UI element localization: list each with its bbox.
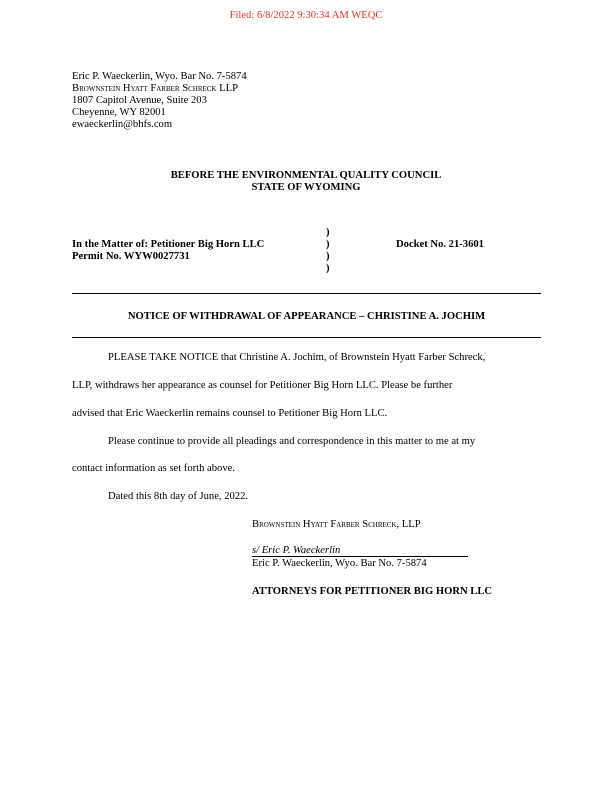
court-heading-line2: STATE OF WYOMING <box>251 182 361 193</box>
body-p2-line1: Please continue to provide all pleadings and correspondence in this matter to me at my <box>108 436 476 447</box>
signature-line: s/ Eric P. Waeckerlin <box>252 545 468 557</box>
attorney-address-line: 1807 Capitol Avenue, Suite 203 <box>72 95 207 106</box>
signature-firm: Brownstein Hyatt Farber Schreck, LLP <box>252 519 421 530</box>
caption-paren: ) <box>326 251 330 262</box>
signature-name: Eric P. Waeckerlin, Wyo. Bar No. 7-5874 <box>252 558 427 569</box>
body-p1-line1: PLEASE TAKE NOTICE that Christine A. Jochim, of Brownstein Hyatt Farber Schreck, <box>108 352 486 363</box>
caption-parens <box>326 227 330 275</box>
attorney-block <box>72 71 247 131</box>
attorney-name-line: Eric P. Waeckerlin, Wyo. Bar No. 7-5874 <box>72 71 247 82</box>
caption-matter <box>72 239 264 263</box>
caption-permit-line: Permit No. WYW0027731 <box>72 251 190 262</box>
docket-number: Docket No. 21-3601 <box>396 239 484 250</box>
caption-paren: ) <box>326 239 330 250</box>
filed-stamp: Filed: 6/8/2022 9:30:34 AM WEQC <box>229 10 383 21</box>
caption-paren: ) <box>326 227 330 238</box>
title-bottom-rule <box>72 337 541 338</box>
court-heading <box>0 170 612 194</box>
attorney-email-line: ewaeckerlin@bhfs.com <box>72 119 173 130</box>
body-date-line: Dated this 8th day of June, 2022. <box>108 491 249 502</box>
notice-title: NOTICE OF WITHDRAWAL OF APPEARANCE – CHRISTINE A. JOCHIM <box>127 311 486 322</box>
court-heading-line1: BEFORE THE ENVIRONMENTAL QUALITY COUNCIL <box>170 170 442 181</box>
body-p2-line2: contact information as set forth above. <box>72 463 235 474</box>
caption-matter-line: In the Matter of: Petitioner Big Horn LLC <box>72 239 265 250</box>
body-p1-line3: advised that Eric Waeckerlin remains counsel to Petitioner Big Horn LLC. <box>72 408 388 419</box>
body-p1-line2: LLP, withdraws her appearance as counsel for Petitioner Big Horn LLC. Please be further <box>72 380 453 391</box>
attorneys-for-line: ATTORNEYS FOR PETITIONER BIG HORN LLC <box>252 586 493 597</box>
caption-paren: ) <box>326 263 330 274</box>
attorney-city-line: Cheyenne, WY 82001 <box>72 107 166 118</box>
title-top-rule <box>72 293 541 294</box>
attorney-firm-line: Brownstein Hyatt Farber Schreck LLP <box>72 83 238 94</box>
